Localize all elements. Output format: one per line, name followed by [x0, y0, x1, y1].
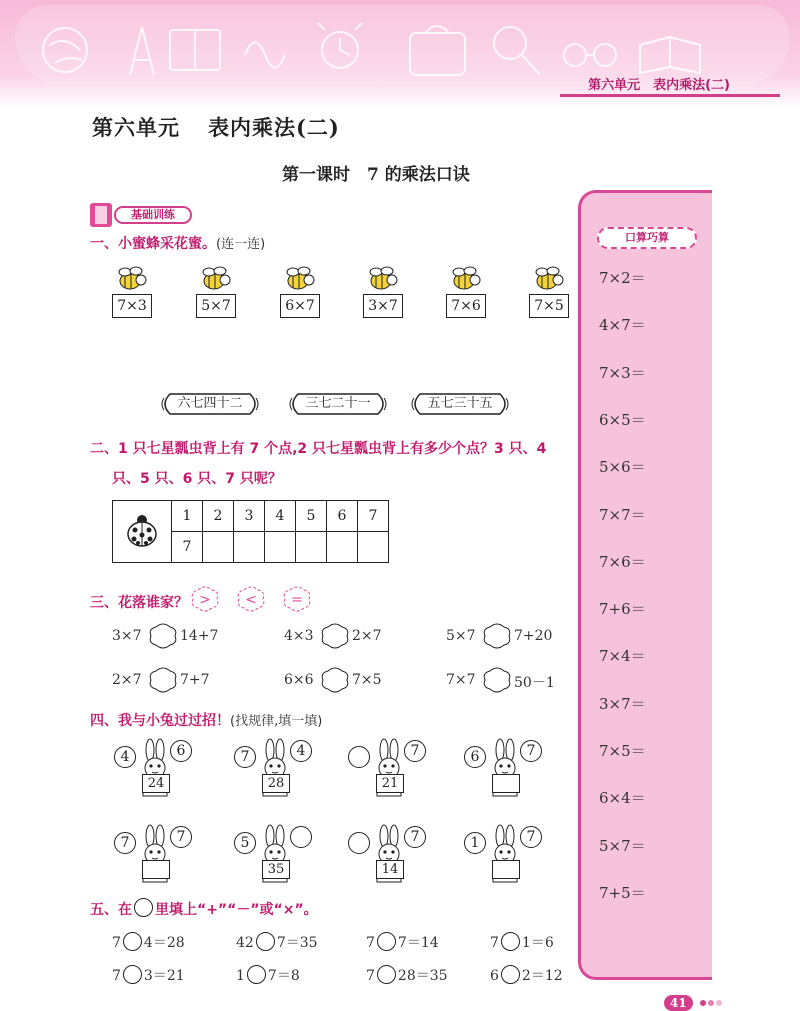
section-2-line1: 二、1 只七星瓢虫背上有 7 个点,2 只七星瓢虫背上有多少个点？3 只、4 [90, 441, 547, 457]
product-sign[interactable]: 24 [142, 774, 170, 793]
answer-flower[interactable] [148, 623, 178, 649]
unit-topic: 表内乘法(二) [208, 115, 340, 140]
section-4-heading: 四、我与小兔过过招！(找规律,填一填) [90, 713, 323, 729]
mental-math-item[interactable]: 6×5＝ [599, 410, 646, 429]
operator-equation: 7 1＝6 [490, 932, 554, 952]
mental-math-item[interactable]: 7×2＝ [599, 269, 646, 287]
mental-math-item[interactable]: 5×6＝ [599, 458, 646, 477]
page-dots [700, 1000, 724, 1006]
page-number: 41 [664, 995, 693, 1011]
product-sign[interactable]: 21 [376, 774, 404, 793]
operator-equation: 6 2＝12 [490, 965, 563, 985]
mental-math-item[interactable]: 6×4＝ [599, 789, 646, 808]
right-number-circle[interactable] [290, 826, 312, 848]
right-number-circle[interactable]: 7 [404, 826, 426, 848]
comparison-right: 50－1 [514, 675, 555, 691]
header-underline [560, 94, 780, 97]
bunny-puzzle [232, 824, 322, 886]
section-1-heading: 一、小蜜蜂采花蜜。(连一连) [90, 236, 266, 252]
dots-cell[interactable] [296, 532, 327, 563]
count-cell: 7 [358, 501, 389, 532]
section-3-heading: 三、花落谁家？ [90, 595, 188, 611]
right-number-circle[interactable]: 4 [290, 740, 312, 762]
section-4-hint: (找规律,填一填) [230, 714, 323, 729]
blank-circle-icon [134, 898, 153, 917]
header-doodles [20, 5, 760, 85]
product-sign[interactable] [492, 774, 520, 793]
count-cell: 5 [296, 501, 327, 532]
mental-math-item[interactable]: 7+6＝ [599, 600, 646, 619]
bee-icon [112, 266, 152, 292]
operator-blank[interactable] [256, 932, 275, 951]
flower-symbol [236, 586, 266, 612]
dots-cell[interactable] [327, 532, 358, 563]
comparison-left: 2×7 [112, 672, 142, 688]
operator-equation: 42 7＝35 [236, 932, 318, 952]
bunny-puzzle [112, 738, 202, 800]
section-2-line2: 只、5 只、6 只、7 只呢？ [112, 471, 282, 487]
operator-blank[interactable] [123, 932, 142, 951]
left-number-circle[interactable]: 7 [234, 746, 256, 768]
dots-cell[interactable] [234, 532, 265, 563]
bunny-puzzle [462, 824, 552, 886]
comparison-right: 2×7 [352, 628, 382, 644]
dots-cell[interactable] [265, 532, 296, 563]
bee-icon [363, 266, 403, 292]
left-number-circle[interactable]: 1 [464, 832, 486, 854]
ladybug-icon [113, 501, 172, 563]
expression-box[interactable]: 5×7 [196, 294, 236, 318]
mental-math-item[interactable]: 7×5＝ [599, 742, 646, 760]
bunny-puzzle [232, 738, 322, 800]
flower-symbol [282, 586, 312, 612]
operator-blank[interactable] [377, 965, 396, 984]
operator-blank[interactable] [501, 965, 520, 984]
left-number-circle[interactable]: 6 [464, 746, 486, 768]
comparison-right: 7+7 [180, 672, 210, 688]
mental-math-panel [578, 190, 712, 980]
right-number-circle[interactable]: 7 [520, 740, 542, 762]
basic-training-badge [90, 203, 196, 227]
mental-math-item[interactable]: 7+5＝ [599, 883, 646, 902]
expression-box[interactable]: 3×7 [363, 294, 403, 318]
comparison-right: 14+7 [180, 628, 219, 644]
count-cell: 2 [203, 501, 234, 532]
left-number-circle[interactable] [348, 832, 370, 854]
product-sign[interactable]: 14 [376, 860, 404, 879]
operator-equation: 7 3＝21 [112, 965, 185, 985]
operator-equation: 7 4＝28 [112, 932, 185, 952]
bee-icon [196, 266, 236, 292]
operator-blank[interactable] [123, 965, 142, 984]
mental-math-item[interactable]: 3×7＝ [599, 694, 646, 713]
comparison-left: 7×7 [446, 672, 476, 688]
mental-math-item[interactable]: 5×7＝ [599, 836, 646, 855]
product-sign[interactable] [142, 860, 170, 879]
banner-label: 五七三十五 [427, 396, 493, 411]
comparison-left: 4×3 [284, 628, 314, 644]
operator-equation: 7 28＝35 [366, 965, 448, 985]
operator-equation: 7 7＝14 [366, 932, 439, 952]
left-number-circle[interactable]: 4 [114, 746, 136, 768]
product-sign[interactable]: 35 [262, 860, 290, 879]
count-cell: 6 [327, 501, 358, 532]
comparison-left: 3×7 [112, 628, 142, 644]
bunny-puzzle [112, 824, 202, 886]
count-cell: 3 [234, 501, 265, 532]
right-number-circle[interactable]: 6 [170, 740, 192, 762]
left-number-circle[interactable]: 7 [114, 832, 136, 854]
banner-label: 六七四十二 [177, 396, 243, 411]
expression-box[interactable]: 7×6 [446, 294, 486, 318]
mental-math-item[interactable]: 7×6＝ [599, 552, 646, 571]
dots-cell[interactable]: 7 [172, 532, 203, 563]
lesson-title: 第一课时 7 的乘法口诀 [282, 165, 470, 185]
section-1-hint: (连一连) [216, 237, 266, 252]
flower-banner[interactable] [288, 392, 388, 416]
answer-flower[interactable] [320, 667, 350, 693]
dots-cell[interactable] [203, 532, 234, 563]
comparison-right: 7×5 [352, 672, 382, 688]
product-sign[interactable]: 28 [262, 774, 290, 793]
mental-math-item[interactable]: 4×7＝ [599, 316, 646, 335]
greater-symbol: > [199, 592, 211, 608]
count-cell: 4 [265, 501, 296, 532]
answer-flower[interactable] [148, 667, 178, 693]
bee-icon [529, 266, 569, 292]
comparison-left: 5×7 [446, 628, 476, 644]
section-5-heading: 五、在 里填上“+”“－”或“×”。 [90, 898, 318, 919]
mental-math-item[interactable]: 7×4＝ [599, 647, 646, 666]
right-number-circle[interactable]: 7 [170, 826, 192, 848]
ladybug-table [112, 500, 389, 563]
equal-symbol: = [291, 592, 303, 608]
banner-label: 三七二十一 [305, 396, 371, 411]
expression-box[interactable]: 7×3 [112, 294, 152, 318]
unit-number: 第六单元 [92, 115, 180, 140]
dots-cell[interactable] [358, 532, 389, 563]
flower-symbol [190, 586, 220, 612]
right-number-circle[interactable]: 7 [520, 826, 542, 848]
mental-math-title: 口算巧算 [597, 227, 697, 249]
right-number-circle[interactable]: 7 [404, 740, 426, 762]
bunny-puzzle [462, 738, 552, 800]
product-sign[interactable] [492, 860, 520, 879]
expression-box[interactable]: 6×7 [280, 294, 320, 318]
operator-equation: 1 7＝8 [236, 965, 300, 985]
comparison-left: 6×6 [284, 672, 314, 688]
left-number-circle[interactable] [348, 746, 370, 768]
flower-banner[interactable] [410, 392, 510, 416]
header-unit-tag: 第六单元 表内乘法(二) [588, 78, 730, 93]
mental-math-item[interactable]: 7×3＝ [599, 363, 646, 382]
operator-blank[interactable] [247, 965, 266, 984]
flower-banner[interactable] [160, 392, 260, 416]
operator-blank[interactable] [377, 932, 396, 951]
comparison-right: 7+20 [514, 628, 553, 644]
basic-training-label: 基础训练 [114, 206, 192, 224]
unit-title [92, 112, 340, 142]
count-cell: 1 [172, 501, 203, 532]
expression-box[interactable]: 7×5 [529, 294, 569, 318]
bee-icon [446, 266, 486, 292]
answer-flower[interactable] [320, 623, 350, 649]
mental-math-item[interactable]: 7×7＝ [599, 505, 646, 524]
bunny-puzzle [346, 738, 436, 800]
less-symbol: < [245, 592, 257, 608]
bunny-puzzle [346, 824, 436, 886]
bee-icon [280, 266, 320, 292]
operator-blank[interactable] [501, 932, 520, 951]
left-number-circle[interactable]: 5 [234, 832, 256, 854]
answer-flower[interactable] [482, 623, 512, 649]
page-header [0, 0, 800, 108]
books-icon [90, 203, 112, 227]
answer-flower[interactable] [482, 667, 512, 693]
